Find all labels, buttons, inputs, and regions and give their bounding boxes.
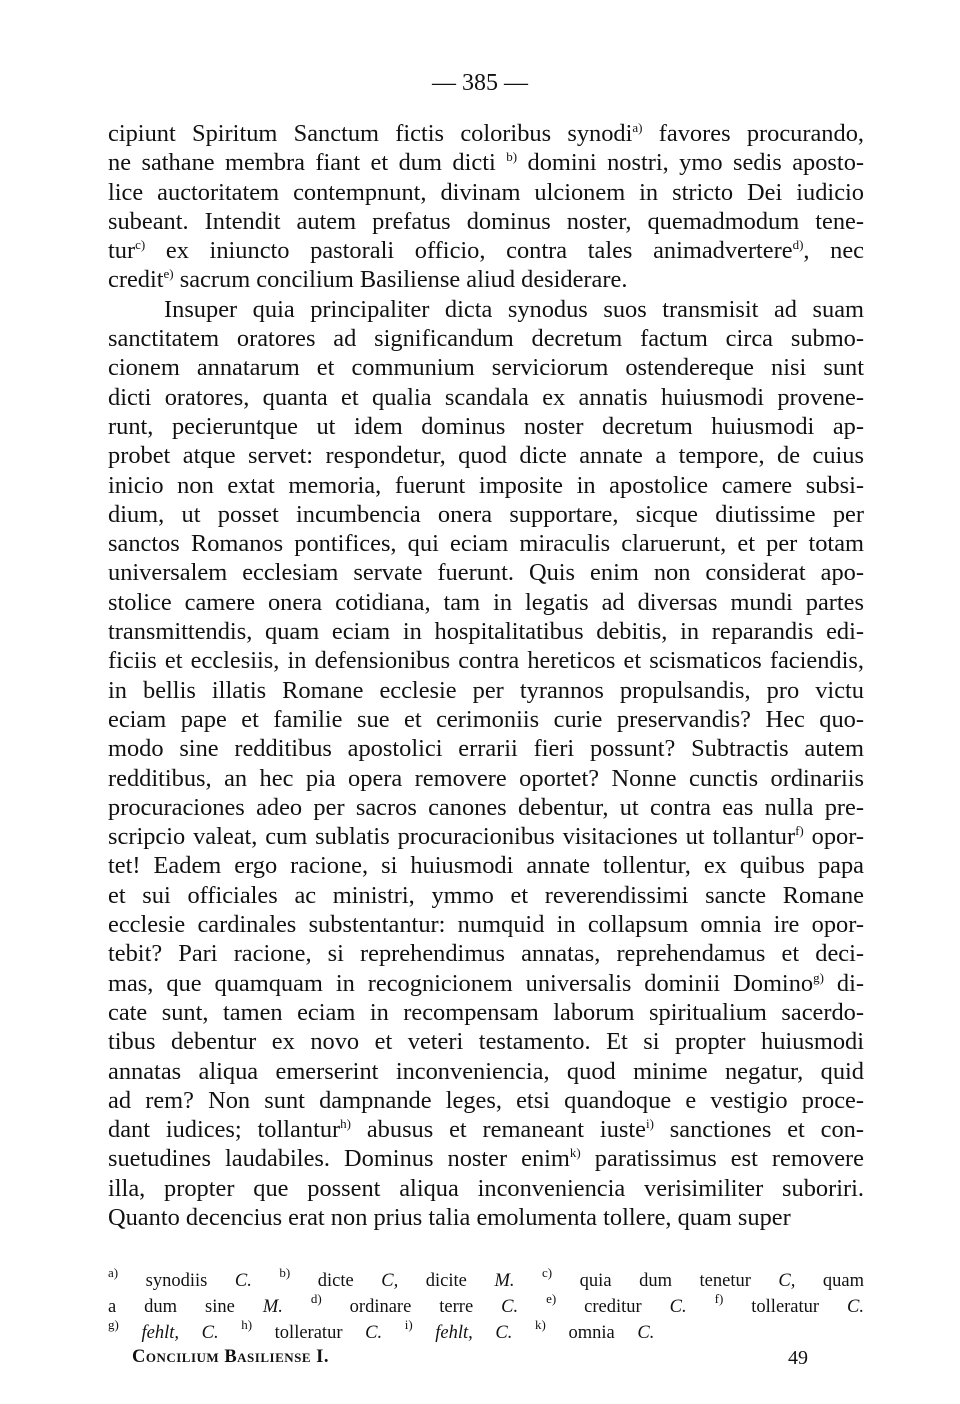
text-line: in bellis illatis Romane ecclesie per tyrannos propulsandis, pro victu (108, 676, 864, 704)
text-line: tet! Eadem ergo racione, si huiusmodi annate tollentur, ex quibus papa (108, 852, 864, 880)
text-line: eciam pape et familie sue et cerimoniis curie preservandis? Hec quo- (108, 705, 864, 733)
text-line: dant iudices; tollantur$^{h)}$ abusus et remaneant iuste$^{i)}$ sanctiones et con- (108, 1116, 864, 1144)
body-text (108, 119, 864, 1232)
footnote-marker: h) (340, 1116, 352, 1132)
text-line: modo sine redditibus apostolici errarii fieri possunt? Subtractis autem (108, 735, 864, 763)
footnote-marker: a) (632, 120, 643, 135)
text-line: Insuper quia principaliter dicta synodus suos transmisit ad suam (164, 295, 864, 323)
source-siglum: fehlt, C. (412, 1323, 513, 1343)
footnote-line: $^{g)}$ fehlt, C. $^{h)}$ tolleratur C. $^{i)}$ fehlt, C. $^{k)}$ omnia C. (108, 1317, 655, 1343)
footnote-line: $^{a)}$ synodiis C. $^{b)}$ dicte C, dicite M. $^{c)}$ quia dum tenetur C, quam (108, 1265, 865, 1291)
text-line: ecclesie cardinales substentantur: numquid in collapsum omnia ire opor- (108, 911, 864, 939)
text-line: procuraciones adeo per sacros canones debentur, ut contra eas nulla pre- (108, 793, 864, 821)
page-number: — 385 — (432, 70, 528, 96)
source-siglum: C. (847, 1297, 865, 1317)
footnote-marker: c) (135, 237, 146, 253)
footnote-label: k) (535, 1317, 546, 1332)
footnote-marker: k) (569, 1145, 581, 1161)
footnote-marker: g) (813, 969, 824, 985)
source-siglum: C. (669, 1297, 687, 1317)
text-line: annatas aliqua emerserint inconveniencia, quod minime negatur, quid (108, 1057, 864, 1085)
text-line: mas, que quamquam in recognicionem universalis dominii Domino$^{g)}$ di- (108, 969, 864, 997)
text-line: ne sathane membra fiant et dum dicti $^{b)}$ domini nostri, ymo sedis aposto- (108, 149, 865, 177)
text-line: transmittendis, quam eciam in hospitalitatibus debitis, in reparandis edi- (108, 618, 864, 646)
text-line: universalem ecclesiam servate fuerunt. Quis enim non considerat apo- (108, 559, 864, 587)
text-line: sanctos Romanos pontifices, qui eciam miraculis claruerunt, et per totam (108, 530, 864, 558)
footnote-marker: i) (645, 1116, 654, 1132)
footnote-marker: b) (506, 149, 518, 165)
footnote-label: h) (241, 1317, 253, 1332)
text-line: stolice camere onera cotidiana, tam in legatis ad diversas mundi partes (108, 588, 864, 616)
series-title: Concilium Basiliense I. (132, 1347, 329, 1367)
text-line: subeant. Intendit autem prefatus dominus noster, quemadmodum tene- (108, 207, 864, 235)
text-line: runt, pecieruntque ut idem dominus noster decretum huiusmodi ap- (108, 412, 864, 440)
text-line: suetudines laudabiles. Dominus noster enim$^{k)}$ paratissimus est removere (108, 1145, 864, 1173)
text-line: Quanto decencius erat non prius talia emolumenta tollere, quam super (108, 1203, 791, 1231)
source-siglum: C. (234, 1271, 252, 1291)
footnote-label: i) (404, 1317, 413, 1332)
text-line: ad rem? Non sunt dampnande leges, etsi quandoque e vestigio proce- (108, 1086, 864, 1114)
text-line: dium, ut posset incumbencia onera supportare, sicque diutissime per (108, 500, 864, 528)
text-line: tur$^{c)}$ ex iniuncto pastorali officio, contra tales animadvertere$^{d)}$, nec (108, 237, 865, 265)
source-siglum: C. (365, 1323, 383, 1343)
source-siglum: C, (778, 1271, 796, 1291)
text-line: cionem annatarum et communium serviciorum ostendereque nisi sunt (108, 354, 864, 382)
text-line: tibus debentur ex novo et veteri testamento. Et si propter huiusmodi (108, 1028, 864, 1056)
text-line: redditibus, an hec pia opera removere oportet? Nonne cunctis ordinariis (108, 764, 864, 792)
text-line: ficiis et ecclesiis, in defensionibus contra hereticos et scismaticos faciendis, (108, 647, 864, 675)
footnote-marker: d) (792, 237, 804, 253)
text-line: scripcio valeat, cum sublatis procuracionibus visitaciones ut tollantur$^{f)}$ opor- (108, 823, 864, 851)
footnote-marker: f) (795, 823, 804, 839)
text-line: inicio non extat memoria, fuerunt imposite in apostolice camere subsi- (108, 471, 864, 499)
footnotes (108, 1265, 865, 1346)
footnote-line: a dum sine M. $^{d)}$ ordinare terre C. $^{e)}$ creditur C. $^{f)}$ tolleratur C. (108, 1291, 865, 1317)
signature-mark: 49 (788, 1347, 808, 1369)
source-siglum: C. (637, 1323, 655, 1343)
source-siglum: C, (381, 1271, 399, 1291)
source-siglum: C. (501, 1297, 519, 1317)
footnote-label: a) (108, 1265, 119, 1280)
text-line: tebit? Pari racione, si reprehendimus annatas, reprehendamus et deci- (108, 940, 864, 968)
text-line: sanctitatem oratores ad significandum decretum factum circa submo- (108, 325, 864, 353)
footnote-label: c) (542, 1265, 553, 1280)
footnote-label: f) (714, 1291, 724, 1306)
source-siglum: M. (262, 1297, 283, 1317)
text-line: credit$^{e)}$ sacrum concilium Basiliense aliud desiderare. (108, 266, 628, 294)
text-line: probet atque servet: respondetur, quod dicte annate a tempore, de cuius (108, 442, 864, 470)
footnote-label: b) (279, 1265, 291, 1280)
text-line: illa, propter que possent aliqua inconveniencia verisimiliter suboriri. (108, 1174, 864, 1202)
text-line: cipiunt Spiritum Sanctum fictis coloribus synodi$^{a)}$ favores procurando, (108, 120, 864, 147)
footnote-marker: e) (163, 266, 174, 282)
footnote-label: g) (108, 1317, 119, 1332)
source-siglum: M. (494, 1271, 515, 1291)
footnote-label: d) (310, 1291, 322, 1306)
text-line: lice auctoritatem contempnunt, divinam ulcionem in stricto Dei iudicio (108, 178, 864, 206)
text-line: cate sunt, tamen eciam in recompensam laborum spiritualium sacerdo- (108, 998, 864, 1026)
text-line: dicti oratores, quanta et qualia scandala ex annatis huiusmodi provene- (108, 383, 864, 411)
source-siglum: fehlt, C. (118, 1323, 219, 1343)
footnote-label: e) (546, 1291, 557, 1306)
text-line: et sui officiales ac ministri, ymmo et reverendissimi sancte Romane (108, 881, 864, 909)
